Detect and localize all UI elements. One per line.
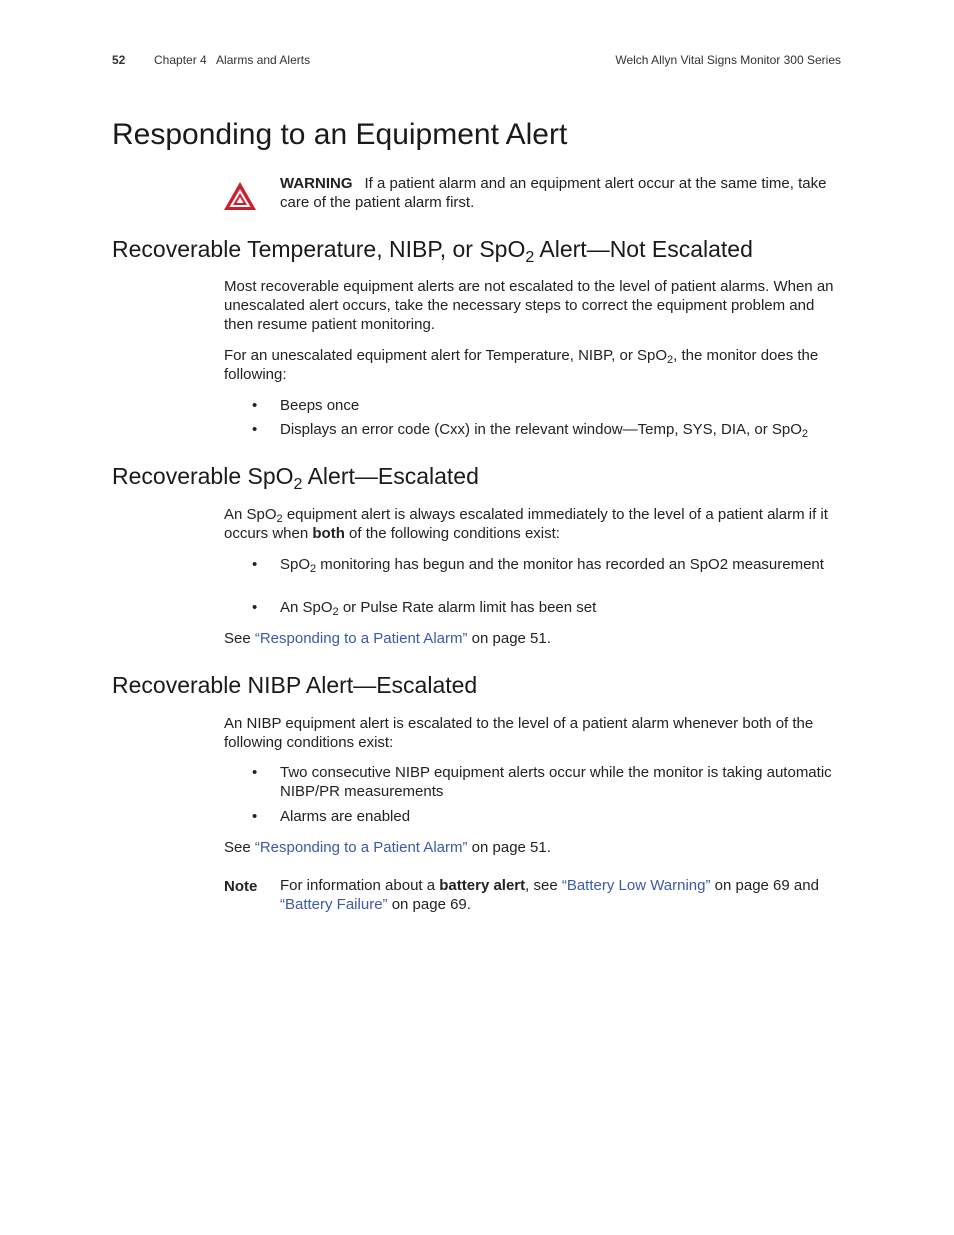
link-patient-alarm[interactable]: “Responding to a Patient Alarm”: [254, 839, 468, 856]
note-text: For information about a battery alert, see “Battery Low Warning” on page 69 and “Battery Failure” on page 69.: [280, 877, 819, 913]
page-number: 52: [112, 53, 126, 67]
section-heading-nibp-escalated: Recoverable NIBP Alert—Escalated: [112, 672, 478, 698]
paragraph-unescalated-behavior: For an unescalated equipment alert for Temperature, NIBP, or SpO$_2$, the monitor does the following:: [224, 347, 819, 383]
hazard-triangle-icon: [222, 180, 258, 212]
book-title: Welch Allyn Vital Signs Monitor 300 Series: [615, 53, 841, 67]
warning-message: [280, 174, 842, 212]
section-heading-spo2-escalated: Recoverable SpO$_2$ Alert—Escalated: [112, 463, 479, 493]
bullet: •: [252, 397, 258, 414]
warning-label: WARNING: [280, 175, 353, 192]
bullet: •: [252, 599, 258, 616]
link-battery-low-warning[interactable]: “Battery Low Warning”: [561, 877, 711, 894]
bullet: •: [252, 808, 258, 825]
link-battery-failure[interactable]: “Battery Failure”: [280, 896, 388, 913]
bullet: •: [252, 556, 258, 573]
paragraph-unescalated-intro: Most recoverable equipment alerts are not escalated to the level of patient alarms. When an unescalated alert occurs, take the necessary steps to correct the equipment problem and then resume patient monitoring.: [224, 278, 834, 333]
bullet: •: [252, 764, 258, 781]
see-reference: See “Responding to a Patient Alarm” on page 51.: [224, 839, 551, 856]
paragraph-spo2-escalated: An SpO$_2$ equipment alert is always escalated immediately to the level of a patient alarm if it occurs when both of the following conditions exist:: [224, 506, 828, 542]
note-label: Note: [224, 878, 258, 895]
section-heading-not-escalated: Recoverable Temperature, NIBP, or SpO$_2$ Alert—Not Escalated: [112, 236, 753, 266]
bullet: •: [252, 421, 258, 438]
page-title: Responding to an Equipment Alert: [112, 118, 568, 151]
paragraph-nibp-escalated: An NIBP equipment alert is escalated to the level of a patient alarm whenever both of the following conditions exist:: [224, 715, 814, 751]
link-patient-alarm[interactable]: “Responding to a Patient Alarm”: [254, 630, 468, 647]
see-reference: See “Responding to a Patient Alarm” on page 51.: [224, 630, 551, 647]
warning-text: If a patient alarm and an equipment alert occur at the same time, take care of the patient alarm first.: [280, 175, 827, 211]
chapter-title: Chapter 4 Alarms and Alerts: [154, 53, 311, 67]
